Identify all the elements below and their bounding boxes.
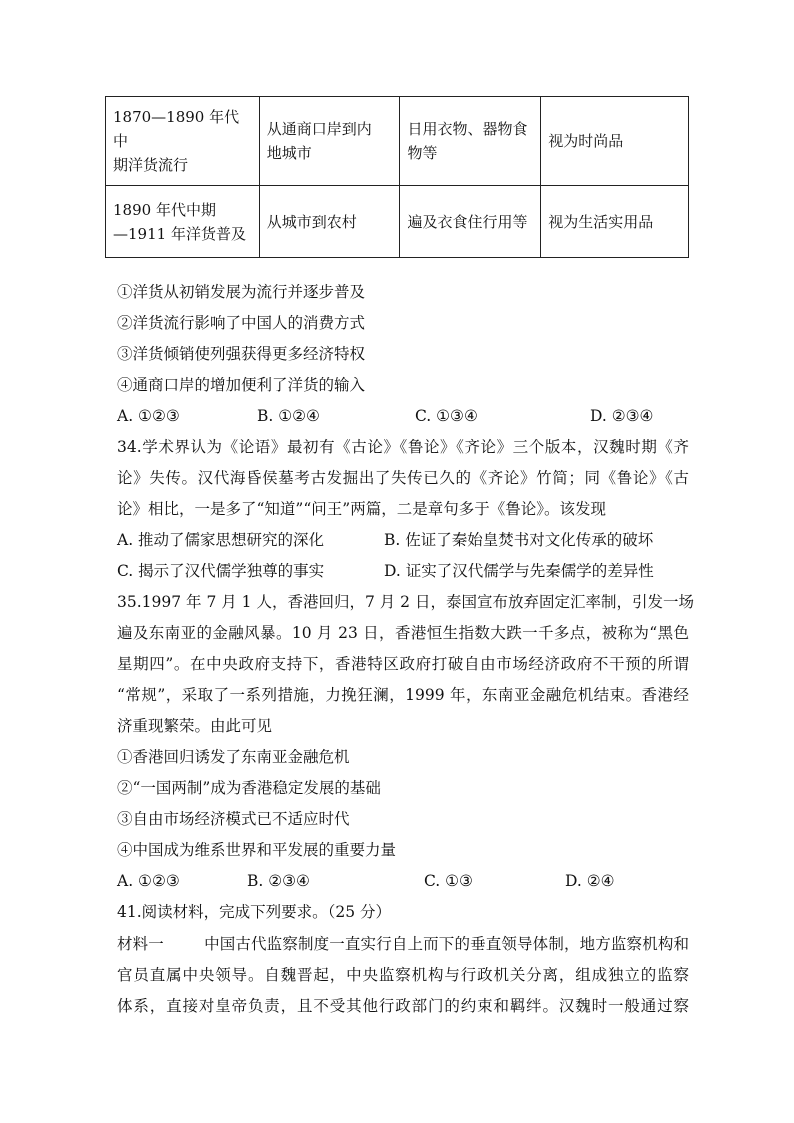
q33-item: ②洋货流行影响了中国人的消费方式 [117, 314, 366, 332]
q35-options [117, 871, 689, 891]
q35-item: ④中国成为维系世界和平发展的重要力量 [117, 841, 397, 859]
q41-heading: 41.阅读材料，完成下列要求。（25 分） [117, 903, 392, 921]
q41-line: 官员直属中央领导。自魏晋起，中央监察机构与行政机关分离，组成独立的监察 [117, 966, 689, 984]
table-cell: 从通商口岸到内 地城市 [259, 97, 400, 186]
table-row [106, 97, 689, 186]
q35-line: “常规”，采取了一系列措施，力挽狂澜，1999 年，东南亚金融危机结束。香港经 [117, 686, 689, 704]
q33-options [117, 406, 689, 426]
q35-item: ③自由市场经济模式已不适应时代 [117, 810, 350, 828]
import-goods-table [105, 96, 689, 258]
q33-item: ①洋货从初销发展为流行并逐步普及 [117, 283, 366, 301]
option-b[interactable]: B. ①②④ [257, 407, 320, 425]
option-d[interactable]: D. ②③④ [590, 407, 654, 425]
material-text: 中国古代监察制度一直实行自上而下的垂直领导体制，地方监察机构和 [203, 935, 689, 953]
table-cell: 视为生活实用品 [541, 186, 689, 258]
q34-line: 论》失传。汉代海昏侯墓考古发掘出了失传已久的《齐论》竹简；同《鲁论》《古 [117, 469, 689, 487]
option-d[interactable]: D. 证实了汉代儒学与先秦儒学的差异性 [384, 562, 654, 580]
q35-line: 遍及东南亚的金融风暴。10 月 23 日，香港恒生指数大跌一千多点，被称为“黑色 [117, 624, 689, 642]
option-b[interactable]: B. 佐证了秦始皇焚书对文化传承的破坏 [384, 531, 654, 549]
q35-line: 济重现繁荣。由此可见 [117, 717, 273, 735]
material-label: 材料一 [117, 935, 164, 953]
q34-options-row1 [117, 530, 689, 550]
q41-line: 体系，直接对皇帝负责，且不受其他行政部门的约束和羁绊。汉魏时一般通过察 [117, 997, 689, 1015]
q34-options-row2 [117, 561, 689, 581]
option-c[interactable]: C. ①③④ [415, 407, 478, 425]
q35-stem [117, 587, 694, 742]
table-cell: 视为时尚品 [541, 97, 689, 186]
table-cell: 日用衣物、器物食 物等 [400, 97, 541, 186]
table-cell: 从城市到农村 [259, 186, 400, 258]
table-cell: 遍及衣食住行用等 [400, 186, 541, 258]
option-b[interactable]: B. ②③④ [247, 872, 310, 890]
q35-item: ②“一国两制”成为香港稳定发展的基础 [117, 779, 381, 797]
q35-line: 星期四”。在中央政府支持下，香港特区政府打破自由市场经济政府不干预的所谓 [117, 655, 689, 673]
q35-item: ①香港回归诱发了东南亚金融危机 [117, 748, 350, 766]
q41-line [117, 929, 689, 960]
q34-stem [117, 432, 689, 525]
option-c[interactable]: C. 揭示了汉代儒学独尊的事实 [117, 562, 325, 580]
q41-material-one [117, 929, 689, 1022]
q33-item: ③洋货倾销使列强获得更多经济特权 [117, 345, 366, 363]
option-a[interactable]: A. ①②③ [117, 872, 180, 890]
option-a[interactable]: A. ①②③ [117, 407, 180, 425]
table-cell: 1890 年代中期 —1911 年洋货普及 [106, 186, 260, 258]
q35-line: 35.1997 年 7 月 1 人，香港回归，7 月 2 日，泰国宣布放弃固定汇率制，引发一场 [117, 593, 694, 611]
table-row [106, 186, 689, 258]
q34-line: 论》相比，一是多了“知道”“问王”两篇，二是章句多于《鲁论》。该发现 [117, 500, 606, 518]
q33-item: ④通商口岸的增加便利了洋货的输入 [117, 376, 366, 394]
q34-line: 34.学术界认为《论语》最初有《古论》《鲁论》《齐论》三个版本，汉魏时期《齐 [117, 438, 689, 456]
option-d[interactable]: D. ②④ [565, 872, 615, 890]
option-a[interactable]: A. 推动了儒家思想研究的深化 [117, 531, 325, 549]
option-c[interactable]: C. ①③ [424, 872, 473, 890]
table-cell: 1870—1890 年代中 期洋货流行 [106, 97, 260, 186]
